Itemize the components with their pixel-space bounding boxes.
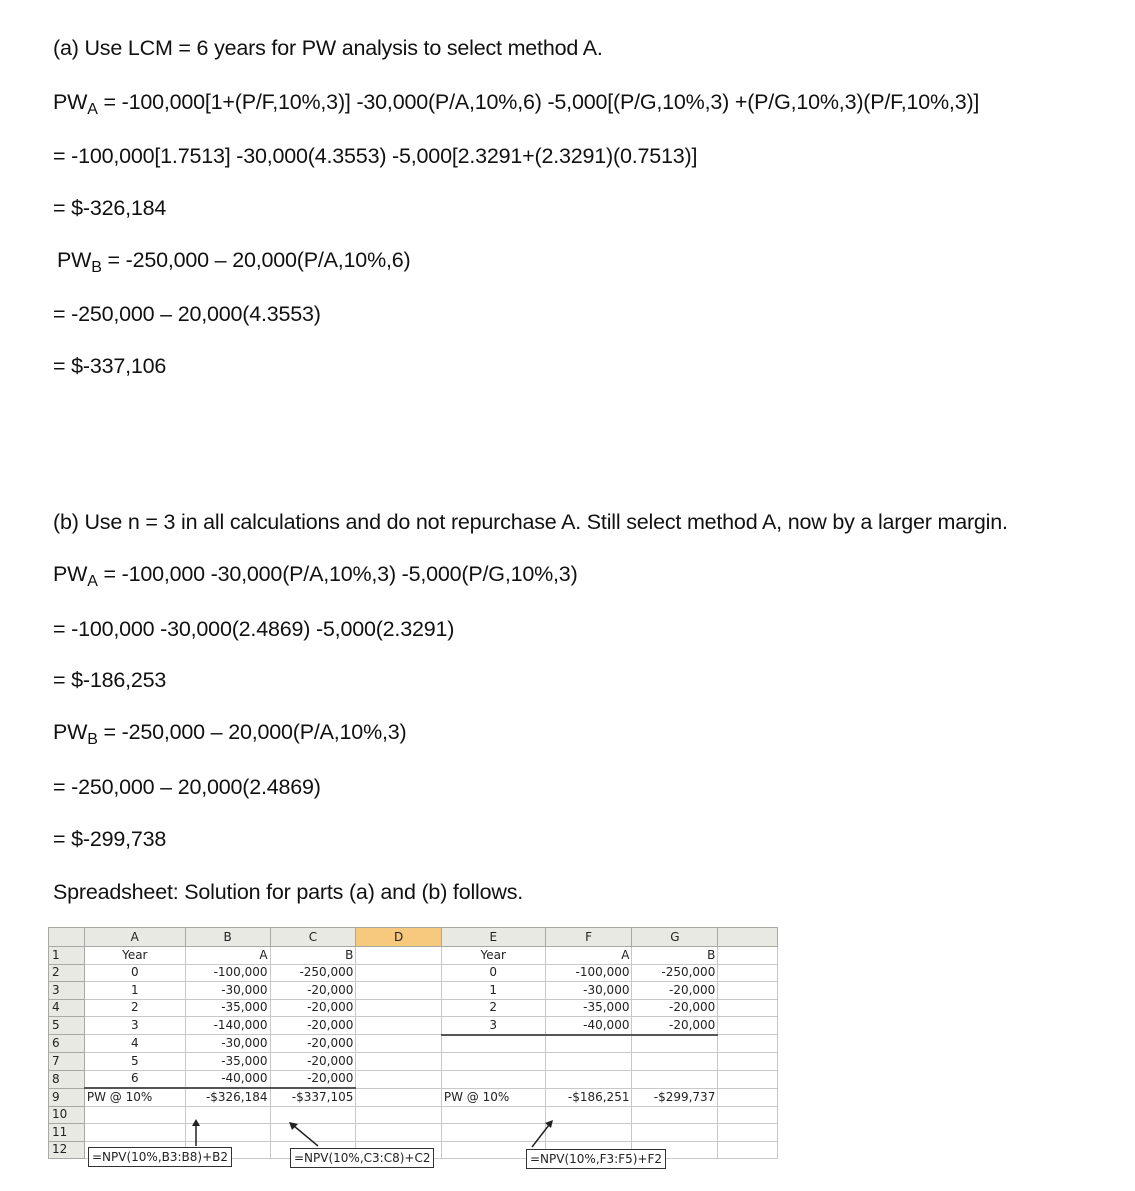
formula-arrows	[48, 927, 778, 1177]
row-header[interactable]: 9	[49, 1088, 85, 1106]
spreadsheet-cell[interactable]: -140,000	[185, 1017, 270, 1035]
spreadsheet-cell[interactable]: Year	[441, 947, 545, 965]
spreadsheet-cell[interactable]: -35,000	[545, 999, 632, 1017]
part-b-pwa-substitution: = -100,000 -30,000(2.4869) -5,000(2.3291)	[53, 617, 455, 641]
arrow-1-head	[192, 1119, 200, 1126]
column-header[interactable]: C	[270, 928, 356, 947]
pwb-label: PW	[53, 720, 88, 744]
spreadsheet-cell[interactable]: -20,000	[632, 982, 718, 1000]
pwa-label: PW	[53, 562, 88, 586]
part-b-pwb-result: = $-299,738	[53, 827, 167, 851]
spreadsheet-cell[interactable]: -250,000	[632, 964, 718, 982]
row-header[interactable]: 4	[49, 999, 85, 1017]
row-header[interactable]: 1	[49, 947, 85, 965]
spreadsheet-cell[interactable]: 5	[84, 1053, 185, 1071]
spreadsheet-cell[interactable]: -30,000	[545, 982, 632, 1000]
part-b-heading: (b) Use n = 3 in all calculations and do not repurchase A. Still select method A, now by a larger margin.	[53, 510, 1008, 534]
column-header[interactable]: B	[185, 928, 270, 947]
part-a-pwb-result: = $-337,106	[53, 354, 167, 378]
spreadsheet-cell[interactable]: 3	[441, 1017, 545, 1035]
pwa-expression: = -100,000[1+(P/F,10%,3)] -30,000(P/A,10%,6) -5,000[(P/G,10%,3) +(P/G,10%,3)(P/F,10%,3)]	[97, 90, 980, 114]
column-header[interactable]: E	[441, 928, 545, 947]
formula-box-npv-b: =NPV(10%,B3:B8)+B2	[88, 1147, 232, 1167]
column-header[interactable]: D	[356, 928, 441, 947]
row-header[interactable]: 3	[49, 982, 85, 1000]
pwb-expression: = -250,000 – 20,000(P/A,10%,6)	[101, 248, 411, 272]
spreadsheet-cell[interactable]: -$337,105	[270, 1088, 356, 1106]
spreadsheet-cell[interactable]: -20,000	[270, 999, 356, 1017]
spreadsheet-cell[interactable]: A	[185, 947, 270, 965]
row-header[interactable]: 10	[49, 1106, 85, 1124]
spreadsheet-cell[interactable]: -40,000	[185, 1070, 270, 1088]
formula-box-npv-c: =NPV(10%,C3:C8)+C2	[290, 1148, 434, 1168]
spreadsheet-cell[interactable]: -100,000	[185, 964, 270, 982]
spreadsheet-cell[interactable]: -35,000	[185, 1053, 270, 1071]
row-header[interactable]: 8	[49, 1070, 85, 1088]
spreadsheet-cell[interactable]: -20,000	[270, 1017, 356, 1035]
spreadsheet-cell[interactable]: PW @ 10%	[441, 1088, 545, 1106]
spreadsheet-cell[interactable]: -$299,737	[632, 1088, 718, 1106]
spreadsheet-cell[interactable]: 1	[441, 982, 545, 1000]
part-b-pwb-equation	[53, 720, 406, 749]
spreadsheet-cell[interactable]: 0	[441, 964, 545, 982]
spreadsheet-cell[interactable]: -30,000	[185, 982, 270, 1000]
spreadsheet-cell[interactable]: 4	[84, 1035, 185, 1053]
spreadsheet-cell[interactable]: -$186,251	[545, 1088, 632, 1106]
spreadsheet-cell[interactable]: -30,000	[185, 1035, 270, 1053]
formula-box-npv-f: =NPV(10%,F3:F5)+F2	[526, 1149, 666, 1169]
spreadsheet-cell[interactable]: -20,000	[270, 982, 356, 1000]
pwb-label: PW	[57, 248, 92, 272]
row-header[interactable]: 12	[49, 1141, 85, 1159]
spreadsheet-cell[interactable]: 1	[84, 982, 185, 1000]
row-header[interactable]: 6	[49, 1035, 85, 1053]
spreadsheet	[48, 927, 778, 1177]
column-header[interactable]: F	[545, 928, 632, 947]
arrow-3-line	[532, 1125, 549, 1147]
row-header[interactable]: 5	[49, 1017, 85, 1035]
row-header[interactable]: 2	[49, 964, 85, 982]
spreadsheet-cell[interactable]: 0	[84, 964, 185, 982]
spreadsheet-cell[interactable]: 2	[441, 999, 545, 1017]
pwa-expression: = -100,000 -30,000(P/A,10%,3) -5,000(P/G,10%,3)	[97, 562, 578, 586]
spreadsheet-cell[interactable]: -40,000	[545, 1017, 632, 1035]
pwb-subscript: B	[87, 731, 98, 748]
spreadsheet-caption: Spreadsheet: Solution for parts (a) and (b) follows.	[53, 880, 524, 904]
column-header[interactable]: G	[632, 928, 718, 947]
part-b-pwa-equation	[53, 562, 578, 591]
arrow-3-head	[545, 1120, 553, 1128]
part-a-pwa-equation	[53, 90, 979, 119]
spreadsheet-cell[interactable]: -20,000	[270, 1053, 356, 1071]
spreadsheet-cell[interactable]: -20,000	[270, 1070, 356, 1088]
part-a-pwa-result: = $-326,184	[53, 196, 167, 220]
part-a-pwa-substitution: = -100,000[1.7513] -30,000(4.3553) -5,000[2.3291+(2.3291)(0.7513)]	[53, 144, 698, 168]
pwb-subscript: B	[91, 259, 102, 276]
pwa-subscript: A	[87, 573, 98, 590]
part-b-pwb-substitution: = -250,000 – 20,000(2.4869)	[53, 775, 321, 799]
spreadsheet-cell[interactable]: 2	[84, 999, 185, 1017]
spreadsheet-cell[interactable]: -$326,184	[185, 1088, 270, 1106]
spreadsheet-cell[interactable]: -20,000	[632, 999, 718, 1017]
spreadsheet-cell[interactable]: Year	[84, 947, 185, 965]
spreadsheet-cell[interactable]: -35,000	[185, 999, 270, 1017]
spreadsheet-cell[interactable]: -20,000	[270, 1035, 356, 1053]
spreadsheet-cell[interactable]: 3	[84, 1017, 185, 1035]
spreadsheet-cell[interactable]: -100,000	[545, 964, 632, 982]
part-a-pwb-substitution: = -250,000 – 20,000(4.3553)	[53, 302, 321, 326]
pwa-label: PW	[53, 90, 88, 114]
part-b-pwa-result: = $-186,253	[53, 668, 167, 692]
spreadsheet-cell[interactable]: -250,000	[270, 964, 356, 982]
row-header[interactable]: 11	[49, 1124, 85, 1142]
spreadsheet-cell[interactable]: 6	[84, 1070, 185, 1088]
part-a-pwb-equation	[57, 248, 410, 277]
spreadsheet-cell[interactable]: PW @ 10%	[84, 1088, 185, 1106]
spreadsheet-cell[interactable]: -20,000	[632, 1017, 718, 1035]
row-header[interactable]: 7	[49, 1053, 85, 1071]
column-header[interactable]: A	[84, 928, 185, 947]
spreadsheet-cell[interactable]: B	[270, 947, 356, 965]
spreadsheet-cell[interactable]: A	[545, 947, 632, 965]
pwa-subscript: A	[87, 101, 98, 118]
pwb-expression: = -250,000 – 20,000(P/A,10%,3)	[97, 720, 407, 744]
spreadsheet-cell[interactable]: B	[632, 947, 718, 965]
arrow-2-line	[294, 1126, 318, 1146]
part-a-heading: (a) Use LCM = 6 years for PW analysis to select method A.	[53, 36, 603, 60]
